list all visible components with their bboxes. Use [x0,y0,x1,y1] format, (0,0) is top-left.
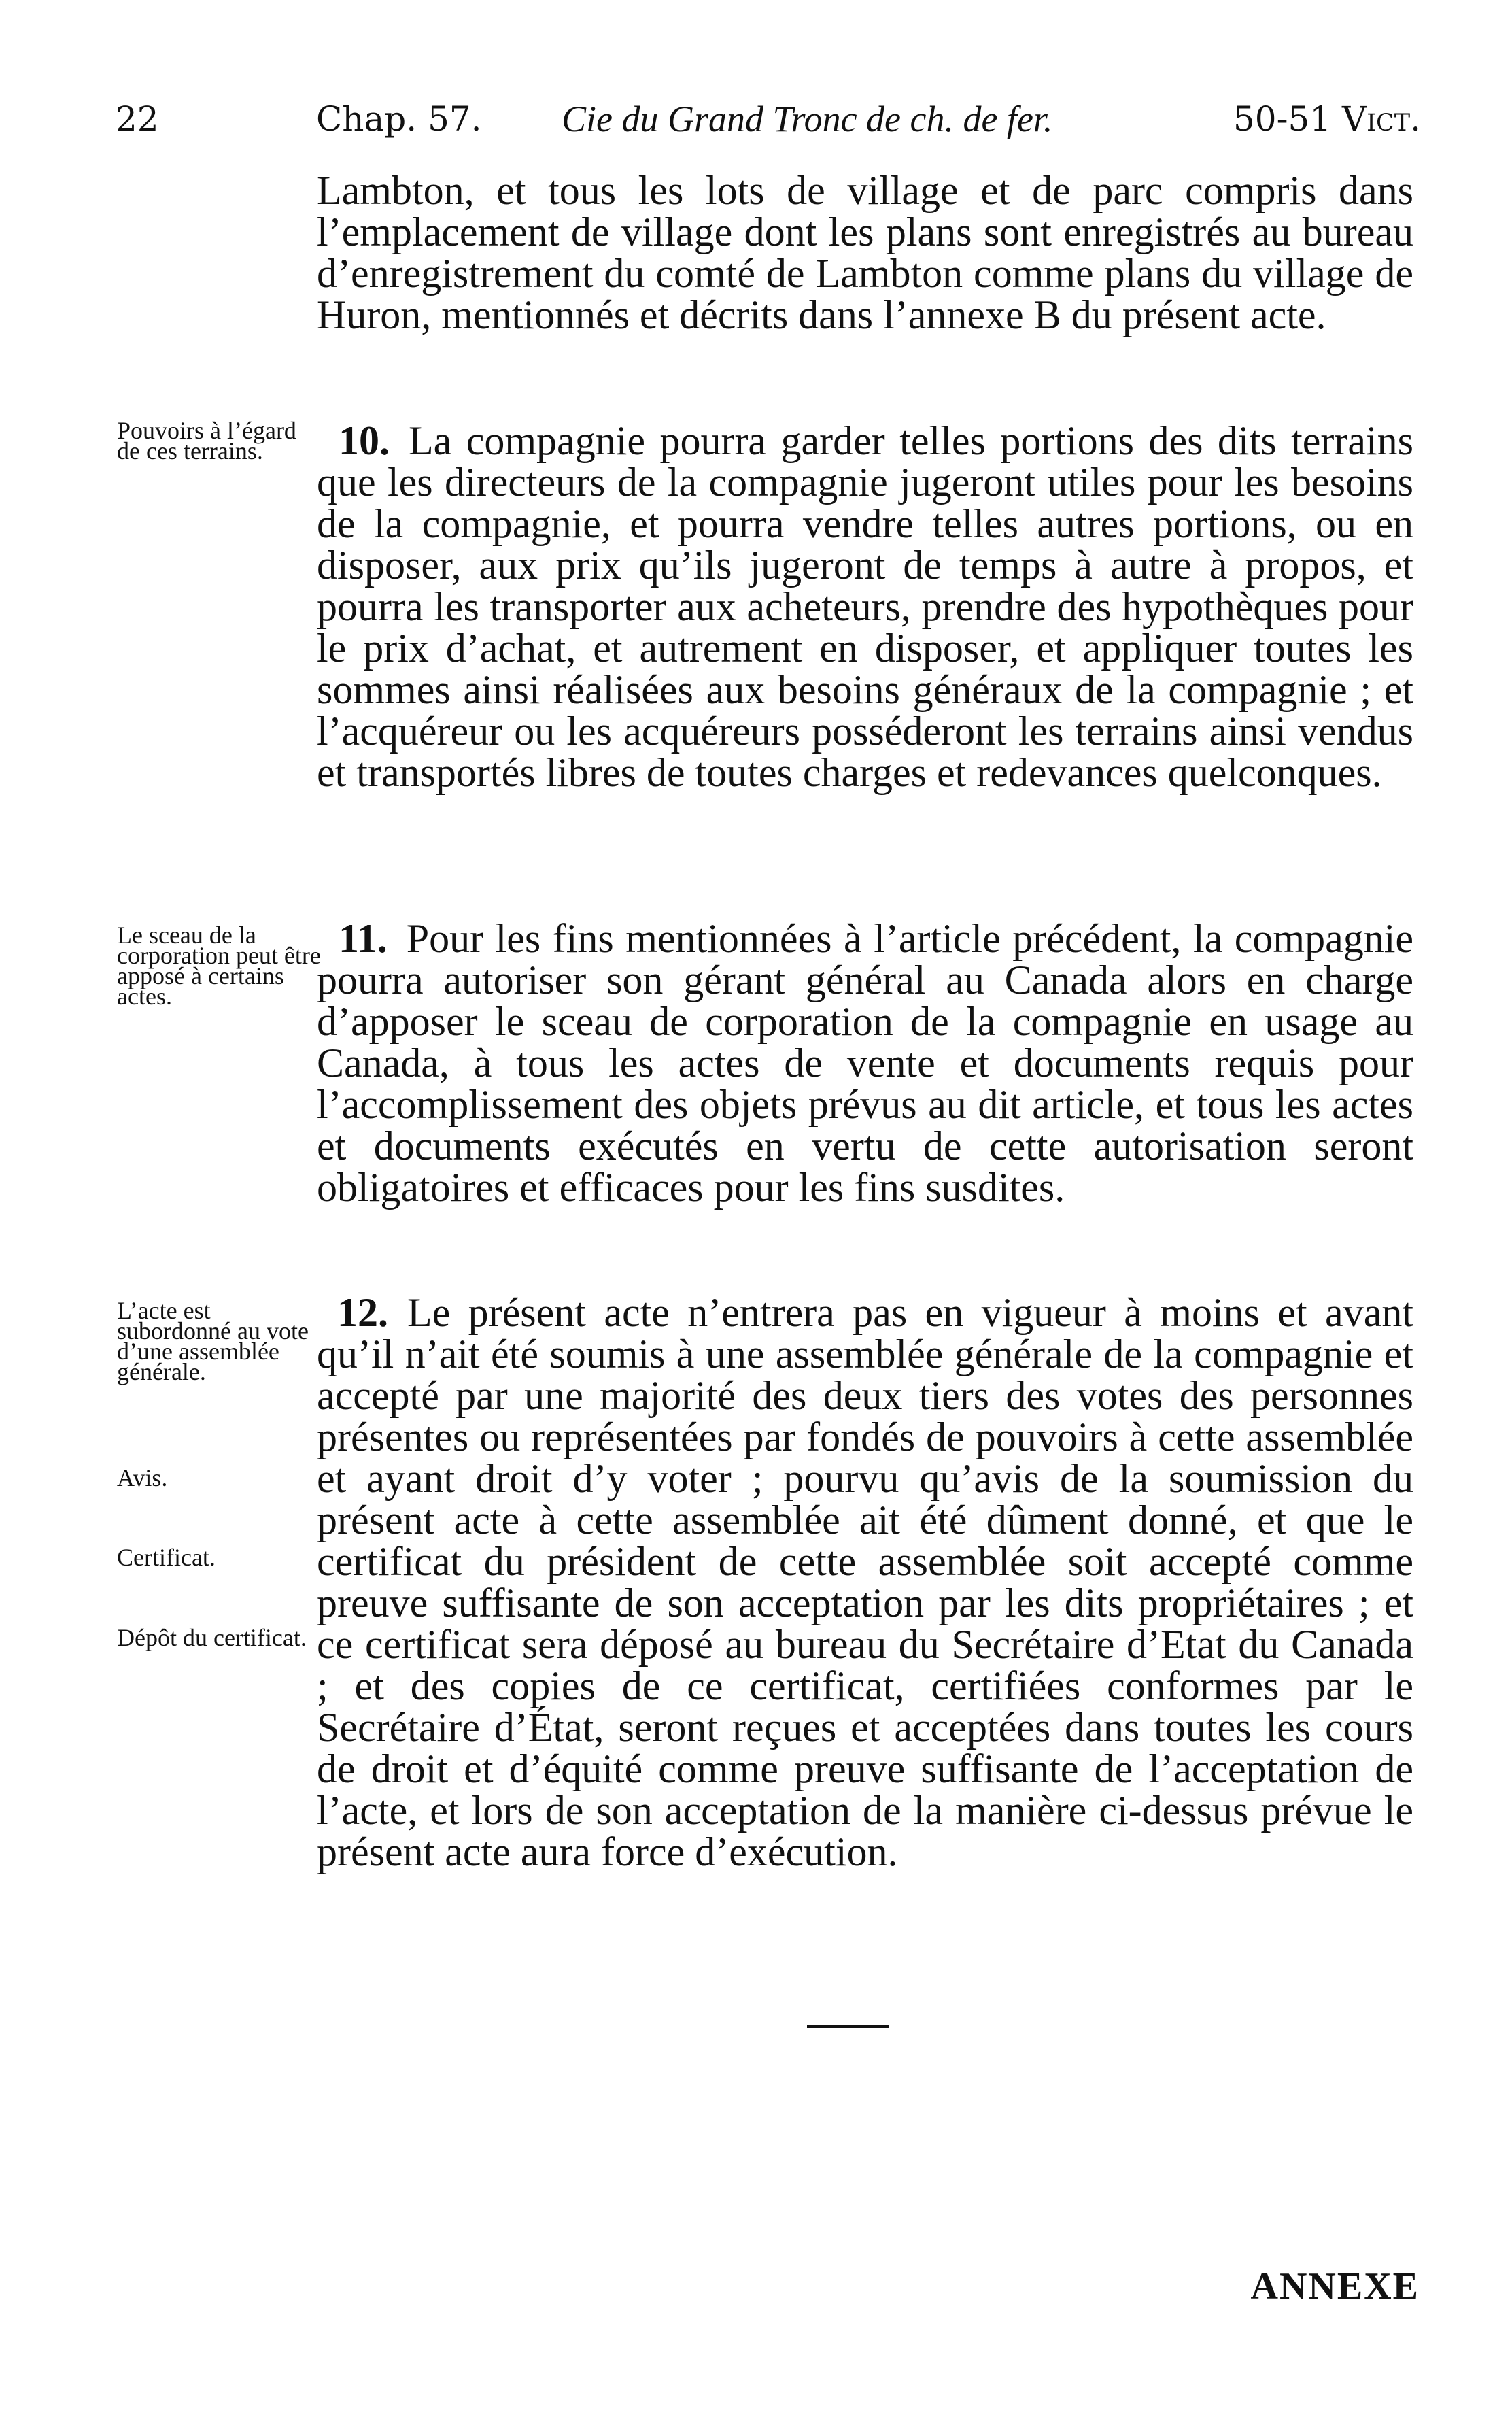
chapter-label: Chap. 57. [316,99,482,139]
paragraph-text: Pour les fins mentionnées à l’article précédent, la compagnie pourra autoriser son gérant général au Canada alors en charge d’apposer le sceau de corporation de la compagnie en usage au Canada, à tous les actes de vente et documents requis pour l’accomplissement des objets prévus au dit article, et tous les actes et documents exécutés en vertu de cette autorisation seront obligatoires et efficaces pour les fins susdites. [317,916,1413,1210]
section-12 [317,1292,1413,1873]
margin-note-pouvoirs: Pouvoirs à l’égard de ces terrains. [117,417,296,464]
margin-note-certificat: Certificat. [117,1544,216,1571]
regnal-year: 50-51 Vict. [1233,99,1421,139]
running-header [109,92,1421,146]
paragraph-text: Le présent acte n’entrera pas en vigueur à moins et avant qu’il n’ait été soumis à une assemblée générale de la compagnie et accepté par une majorité des deux tiers des votes des personnes présentes ou représentées par fondés de pouvoirs à cette assemblée et ayant droit d’y voter ; pourvu qu’avis de la soumission du présent acte à cette assemblée ait été dûment donné, et que le certificat du président de cette assemblée soit accepté comme preuve suffisante de son acceptation par les dits propriétaires ; et ce certificat sera déposé au bureau du Secrétaire d’Etat du Canada ; et des copies de ce certificat, certifiées conformes par le Secrétaire d’État, seront reçues et acceptées dans toutes les cours de droit et d’équité comme preuve suffisante de l’acceptation de l’acte, et lors de son acceptation de la manière ci-dessus prévue le présent acte aura force d’exécution. [317,1290,1413,1874]
margin-note-depot: Dépôt du certificat. [117,1624,307,1651]
page-number: 22 [116,99,159,139]
section-11 [317,918,1413,1208]
section-number: 12. [337,1290,388,1335]
paragraph-continuation [317,170,1413,336]
paragraph-text: Lambton, et tous les lots de village et de parc compris dans l’emplacement de village dont les plans sont enregistrés au bureau d’enregistrement du comté de Lambton comme plans du village de Huron, mentionnés et décrits dans l’annexe B du présent acte. [317,168,1413,337]
section-number: 10. [339,418,390,463]
margin-note-subordonne: L’acte est subordonné au vote d’une assemblée générale. [117,1297,309,1385]
margin-note-avis: Avis. [117,1464,168,1491]
section-10 [317,420,1413,794]
running-title: Cie du Grand Tronc de ch. de fer. [562,99,1053,139]
catchword: ANNEXE [1250,2265,1420,2307]
end-rule [807,2025,889,2028]
margin-note-sceau: Le sceau de la corporation peut être apposé à certains actes. [117,921,321,1010]
paragraph-text: La compagnie pourra garder telles portions des dits terrains que les directeurs de la compagnie jugeront utiles pour les besoins de la compagnie, et pourra vendre telles autres portions, ou en disposer, aux prix qu’ils jugeront de temps à autre à propos, et pourra les transporter aux acheteurs, prendre des hypothèques pour le prix d’achat, et autrement en disposer, et appliquer toutes les sommes ainsi réalisées aux besoins généraux de la compagnie ; et l’acquéreur ou les acquéreurs posséderont les terrains ainsi vendus et transportés libres de toutes charges et redevances quelconques. [317,418,1413,795]
section-number: 11. [339,916,388,961]
